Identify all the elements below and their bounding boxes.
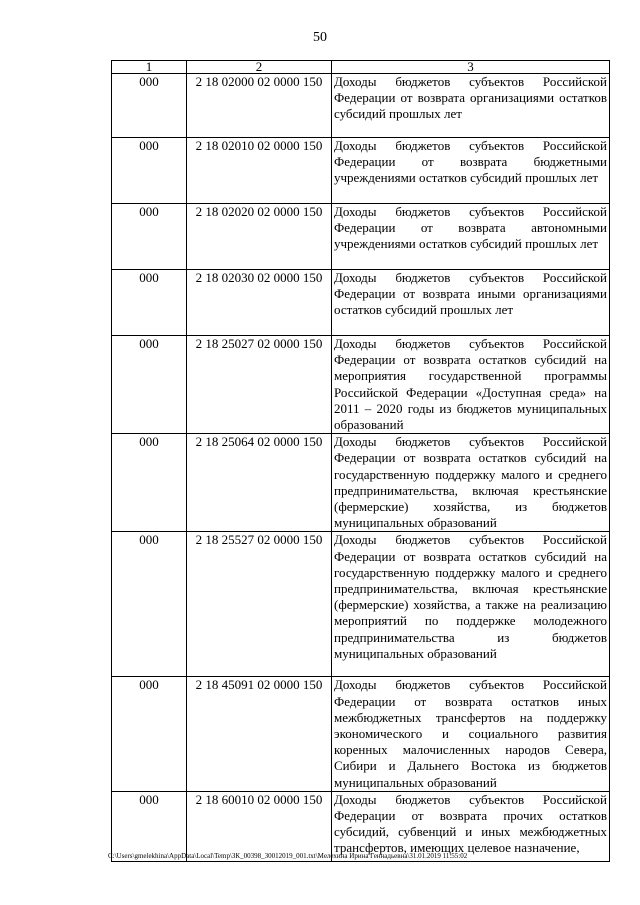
column-header: 3 — [332, 61, 610, 74]
admin-code: 000 — [112, 434, 187, 532]
table-row — [112, 74, 610, 138]
admin-code: 000 — [112, 204, 187, 270]
revenue-name: Доходы бюджетов субъектов Российской Федерации от возврата остатков иных межбюджетных трансфертов на поддержку экономического и социального развития коренных малочисленных народов Севера, Сибири и Дальнего Востока из бюджетов муниципальных образований — [332, 677, 610, 791]
admin-code: 000 — [112, 791, 187, 861]
revenue-name: Доходы бюджетов субъектов Российской Федерации от возврата бюджетными учреждениями остатков субсидий прошлых лет — [332, 138, 610, 204]
admin-code: 000 — [112, 336, 187, 434]
table-row — [112, 434, 610, 532]
budget-class-code: 2 18 02030 02 0000 150 — [187, 270, 332, 336]
budget-class-code: 2 18 25027 02 0000 150 — [187, 336, 332, 434]
table-row — [112, 791, 610, 861]
admin-code: 000 — [112, 270, 187, 336]
admin-code: 000 — [112, 532, 187, 677]
revenue-codes-table — [111, 60, 610, 862]
budget-class-code: 2 18 45091 02 0000 150 — [187, 677, 332, 791]
table-row — [112, 204, 610, 270]
budget-class-code: 2 18 02000 02 0000 150 — [187, 74, 332, 138]
column-header: 2 — [187, 61, 332, 74]
budget-class-code: 2 18 60010 02 0000 150 — [187, 791, 332, 861]
revenue-name: Доходы бюджетов субъектов Российской Федерации от возврата остатков субсидий на государственную поддержку малого и среднего предпринимательства, включая крестьянские (фермерские) хозяйства, из бюджетов муниципальных образований — [332, 434, 610, 532]
table-header-row — [112, 61, 610, 74]
admin-code: 000 — [112, 677, 187, 791]
revenue-name: Доходы бюджетов субъектов Российской Федерации от возврата автономными учреждениями остатков субсидий прошлых лет — [332, 204, 610, 270]
table-row — [112, 138, 610, 204]
revenue-name: Доходы бюджетов субъектов Российской Федерации от возврата иными организациями остатков субсидий прошлых лет — [332, 270, 610, 336]
admin-code: 000 — [112, 74, 187, 138]
column-header: 1 — [112, 61, 187, 74]
table-row — [112, 336, 610, 434]
admin-code: 000 — [112, 138, 187, 204]
revenue-name: Доходы бюджетов субъектов Российской Федерации от возврата остатков субсидий на государственную поддержку малого и среднего предпринимательства, включая крестьянские (фермерские) хозяйства, а также на реализацию мероприятий по поддержке молодежного предпринимательства из бюджетов муниципальных образований — [332, 532, 610, 677]
revenue-name: Доходы бюджетов субъектов Российской Федерации от возврата прочих остатков субсидий, субвенций и иных межбюджетных трансфертов, имеющих целевое назначение, — [332, 791, 610, 861]
file-path-footer: C:\Users\gmelekhina\AppData\Local\Temp\ЗК_00398_30012019_001.txt\Мелехина Ирина Геннадьевна\31.01.2019 11:55:02 — [108, 852, 468, 860]
budget-class-code: 2 18 02020 02 0000 150 — [187, 204, 332, 270]
table-row — [112, 270, 610, 336]
table-row — [112, 532, 610, 677]
revenue-name: Доходы бюджетов субъектов Российской Федерации от возврата остатков субсидий на мероприятия государственной программы Российской Федерации «Доступная среда» на 2011 – 2020 годы из бюджетов муниципальных образований — [332, 336, 610, 434]
revenue-name: Доходы бюджетов субъектов Российской Федерации от возврата организациями остатков субсидий прошлых лет — [332, 74, 610, 138]
table-row — [112, 677, 610, 791]
budget-class-code: 2 18 25527 02 0000 150 — [187, 532, 332, 677]
budget-class-code: 2 18 25064 02 0000 150 — [187, 434, 332, 532]
page-number: 50 — [313, 30, 327, 45]
budget-class-code: 2 18 02010 02 0000 150 — [187, 138, 332, 204]
